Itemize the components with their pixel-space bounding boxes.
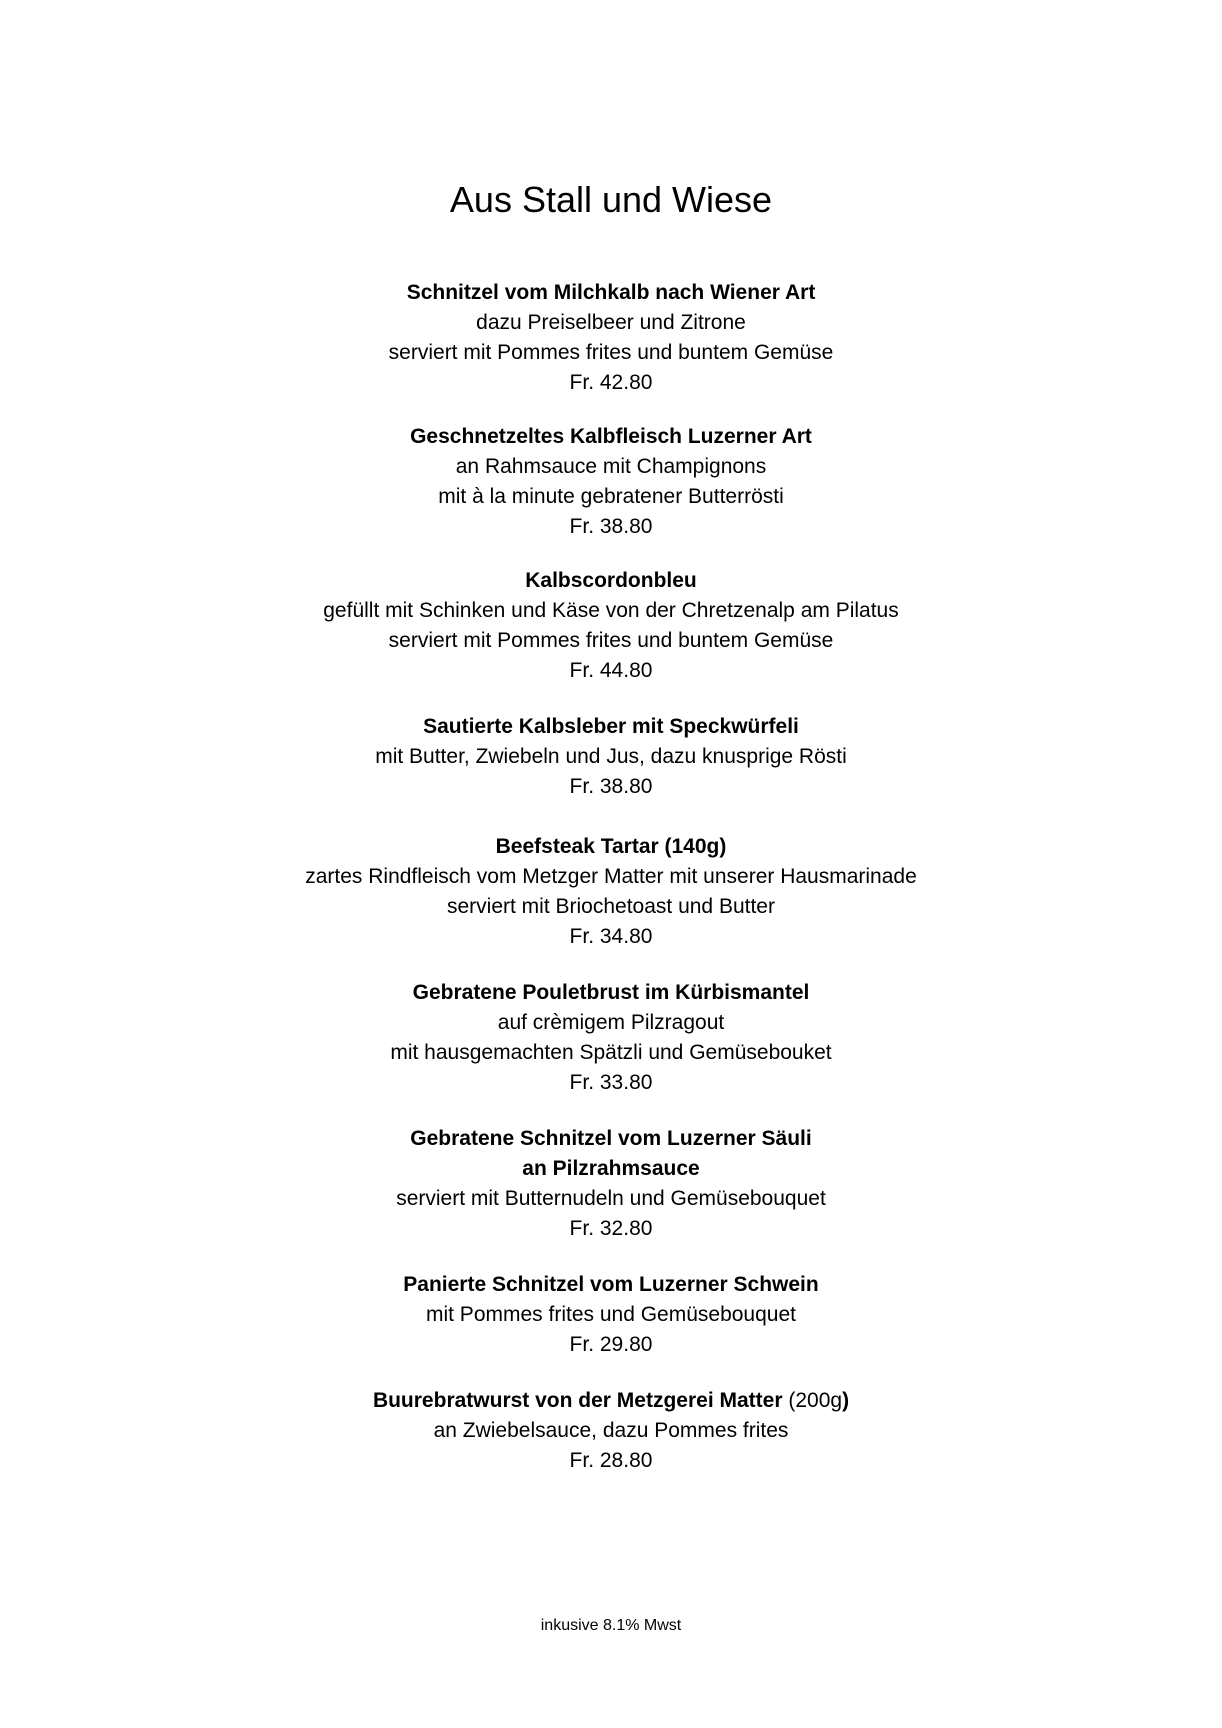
dish-name: Panierte Schnitzel vom Luzerner Schwein bbox=[403, 1273, 819, 1296]
dish-price: Fr. 44.80 bbox=[569, 659, 653, 682]
dish-description: mit hausgemachten Spätzli und Gemüsebouket bbox=[390, 1041, 832, 1064]
dish-price: Fr. 34.80 bbox=[569, 925, 653, 948]
dish-item bbox=[0, 832, 1222, 952]
dish-item bbox=[0, 278, 1222, 398]
dish-item bbox=[0, 1386, 1222, 1476]
dish-price: Fr. 38.80 bbox=[569, 515, 653, 538]
dish-price: Fr. 29.80 bbox=[569, 1333, 653, 1356]
dish-description: serviert mit Pommes frites und buntem Gemüse bbox=[388, 629, 834, 652]
dish-description: mit à la minute gebratener Butterrösti bbox=[438, 485, 784, 508]
dish-price: Fr. 38.80 bbox=[569, 775, 653, 798]
dish-item bbox=[0, 978, 1222, 1098]
page-title: Aus Stall und Wiese bbox=[449, 179, 773, 220]
dish-description: serviert mit Butternudeln und Gemüsebouquet bbox=[396, 1187, 826, 1210]
dish-name: Buurebratwurst von der Metzgerei Matter bbox=[372, 1389, 783, 1412]
dish-description: mit Pommes frites und Gemüsebouquet bbox=[425, 1303, 796, 1326]
dish-description: serviert mit Pommes frites und buntem Gemüse bbox=[388, 341, 834, 364]
dish-weight: (200g bbox=[782, 1389, 843, 1412]
dish-description: gefüllt mit Schinken und Käse von der Chretzenalp am Pilatus bbox=[323, 599, 899, 622]
dish-description: an Zwiebelsauce, dazu Pommes frites bbox=[433, 1419, 789, 1442]
dish-item bbox=[0, 1124, 1222, 1244]
dish-name: Beefsteak Tartar (140g) bbox=[495, 835, 727, 858]
dish-description: serviert mit Briochetoast und Butter bbox=[447, 895, 775, 918]
dish-name: Kalbscordonbleu bbox=[525, 569, 697, 592]
dish-price: Fr. 32.80 bbox=[569, 1217, 653, 1240]
dish-price: Fr. 28.80 bbox=[569, 1449, 653, 1472]
dish-name: Gebratene Pouletbrust im Kürbismantel bbox=[412, 981, 810, 1004]
dish-name-continued: an Pilzrahmsauce bbox=[522, 1157, 700, 1180]
vat-footnote: inkusive 8.1% Mwst bbox=[540, 1617, 682, 1634]
dish-description: auf crèmigem Pilzragout bbox=[497, 1011, 725, 1034]
dish-description: zartes Rindfleisch vom Metzger Matter mit unserer Hausmarinade bbox=[305, 865, 917, 888]
dish-item bbox=[0, 566, 1222, 686]
dish-name: Gebratene Schnitzel vom Luzerner Säuli bbox=[410, 1127, 812, 1150]
dish-price: Fr. 42.80 bbox=[569, 371, 653, 394]
dish-name: Sautierte Kalbsleber mit Speckwürfeli bbox=[423, 715, 799, 738]
dish-name: Schnitzel vom Milchkalb nach Wiener Art bbox=[406, 281, 816, 304]
dish-price: Fr. 33.80 bbox=[569, 1071, 653, 1094]
dish-weight-close: ) bbox=[842, 1389, 850, 1412]
dish-name-line bbox=[0, 1386, 1222, 1416]
dish-description: an Rahmsauce mit Champignons bbox=[455, 455, 767, 478]
dish-name: Geschnetzeltes Kalbfleisch Luzerner Art bbox=[410, 425, 812, 448]
dish-item bbox=[0, 712, 1222, 802]
dish-item bbox=[0, 422, 1222, 542]
dish-description: mit Butter, Zwiebeln und Jus, dazu knusprige Rösti bbox=[375, 745, 847, 768]
dish-item bbox=[0, 1270, 1222, 1360]
dish-description: dazu Preiselbeer und Zitrone bbox=[476, 311, 746, 334]
